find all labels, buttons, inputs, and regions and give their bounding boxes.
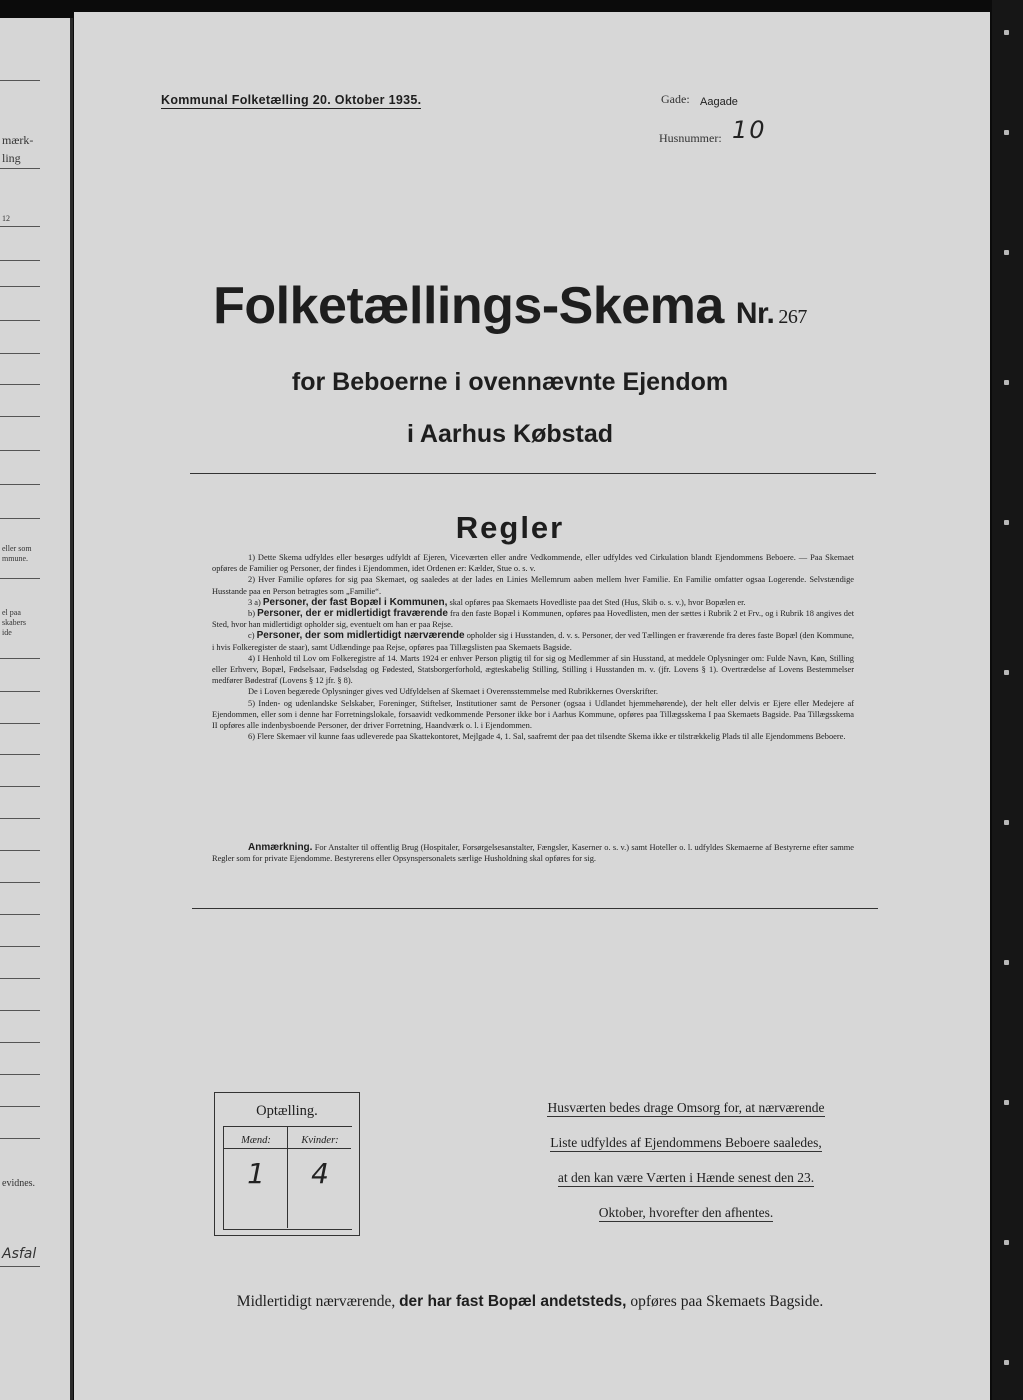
rule-4-addendum: De i Loven begærede Oplysninger gives ved Udfyldelsen af Skemaet i Overensstemmelse med Rubrikkernes Overskrifter. (248, 687, 659, 697)
rule-6: 6) Flere Skemaer vil kunne faas udleverede paa Skattekontoret, Mejlgade 4, 1. Sal, saafremt der paa det tilsendte Skema ikke er tilstrækkelig Plads til alle Ejendommens Beboere. (248, 732, 846, 742)
form-number-value: 267 (778, 306, 807, 328)
rules-heading: Regler (455, 510, 565, 545)
title-divider (190, 473, 876, 474)
landlord-note-line-3: at den kan være Værten i Hænde senest den 23. (557, 1170, 815, 1185)
rule-5: 5) Inden- og udenlandske Selskaber, Foreninger, Stiftelser, Institutioner samt de Personer (ogsaa i Udlandet hjemmehørende), der helt eller delvis er Ejere eller Medejere af Ejendommen, eller som i denne har Forretningslokale, forsaavidt vedkommende Personer ikke bor i Aarhus Kommune, opføres paa Tillægsskema I paa Skemaets Bagside. Paa Tillægsskema II opføres alle indenbysboende Personer, der driver Forretning, Haandværk o. l. i Ejendommen. (212, 698, 854, 731)
left-page-rule (0, 914, 40, 915)
left-page-fragment: 12 (2, 214, 10, 223)
women-count: 4 (311, 1157, 329, 1190)
left-page-rule (0, 818, 40, 819)
rule-3a (212, 597, 854, 608)
census-date-line: Kommunal Folketælling 20. Oktober 1935. (161, 93, 422, 107)
form-title (130, 276, 890, 336)
stitch-mark (1004, 30, 1009, 35)
left-page-rule (0, 320, 40, 321)
women-label: Kvinder: (301, 1135, 339, 1146)
left-page-fragment: evidnes. (2, 1178, 36, 1189)
men-count: 1 (247, 1157, 265, 1190)
remark-heading: Anmærkning. (248, 842, 313, 853)
rule-3c (212, 630, 854, 652)
count-column-divider (287, 1126, 288, 1228)
street-value: Aagade (700, 96, 738, 108)
men-label: Mænd: (241, 1135, 271, 1146)
rule-3c-text: opholder sig i Husstanden, d. v. s. Personer, der ved Tællingen er fraværende fra deres faste Bopæl (den Kommune, i hvis Folkeregister de staar), samt Udlændinge paa Rejse, opføres paa Tillægslisten paa Skemaets Bagside. (212, 631, 855, 652)
footer-post: opføres paa Skemaets Bagside. (630, 1293, 824, 1310)
left-page-fragment: mærk- (2, 133, 34, 147)
rules-text (212, 552, 854, 742)
stitch-mark (1004, 820, 1009, 825)
stitch-mark (1004, 1240, 1009, 1245)
form-municipality: i Aarhus Købstad (406, 420, 614, 448)
stitch-mark (1004, 1360, 1009, 1365)
left-page-rule (0, 1266, 40, 1267)
rule-2: 2) Hver Familie opføres for sig paa Skemaet, og saaledes at der lades en Linies Mellemrum aaben mellem hver Familie. En Familie omfatter ogsaa Logerende. Selvstændige Husstande paa en Person betragtes som „Familie“. (212, 575, 854, 596)
rule-1: 1) Dette Skema udfyldes eller besørges udfyldt af Ejeren, Viceværten eller andre Vedkommende, eller udfyldes ved Cirkulation blandt Ejendommens Beboere. — Paa Skemaet opføres de Familier og Personer, der findes i Ejendommen, idet Ordenen er: Kælder, Stue o. s. v. (212, 553, 854, 574)
left-page-rule (0, 80, 40, 81)
rules-divider (192, 908, 878, 909)
left-page-rule (0, 286, 40, 287)
left-page-rule (0, 226, 40, 227)
rule-3c-heading: Personer, der som midlertidigt nærværende (256, 630, 465, 642)
stitch-mark (1004, 520, 1009, 525)
form-title-main: Folketællings-Skema (213, 277, 724, 335)
stitch-mark (1004, 1100, 1009, 1105)
left-page-rule (0, 578, 40, 579)
rule-3a-number: 3 a) (248, 597, 261, 607)
form-number-label: Nr. (735, 297, 775, 330)
left-page-rule (0, 1074, 40, 1075)
count-caption: Optælling. (256, 1103, 318, 1119)
left-page-rule (0, 1138, 40, 1139)
footer-pre: Midlertidigt nærværende, (236, 1293, 396, 1310)
left-page-fragment: eller som (2, 544, 32, 553)
left-page-fragment: el paa (2, 608, 21, 617)
left-page-rule (0, 754, 40, 755)
left-page-rule (0, 518, 40, 519)
left-page-rule (0, 1106, 40, 1107)
left-page-rule (0, 882, 40, 883)
left-page-rule (0, 691, 40, 692)
house-number-label: Husnummer: (659, 131, 722, 145)
left-page-rule (0, 658, 40, 659)
rule-3b-text: fra den faste Bopæl i Kommunen, opføres paa Hovedlisten, men der sættes i Rubrik 2 et Frv., og i Rubrik 18 angives det Sted, hvor han midlertidigt opholder sig, eventuelt om han er paa Rejse. (212, 609, 855, 630)
house-number-value: 10 (732, 116, 767, 144)
left-page-rule (0, 416, 40, 417)
rule-3b-heading: Personer, der er midlertidigt fraværende (257, 608, 448, 620)
rule-3c-number: c) (248, 631, 255, 641)
left-page-rule (0, 850, 40, 851)
left-page-rule (0, 260, 40, 261)
left-page-rule (0, 786, 40, 787)
left-page-fragment: skabers (2, 618, 26, 627)
left-page-signature: Asfal (2, 1246, 37, 1262)
left-page-rule (0, 723, 40, 724)
stitch-mark (1004, 670, 1009, 675)
count-header-rule (223, 1148, 351, 1149)
stitch-mark (1004, 960, 1009, 965)
rule-4: 4) I Henhold til Lov om Folkeregistre af 14. Marts 1924 er enhver Person pligtig til for sig og Medlemmer af sin Husstand, at meddele Oplysninger om: Fulde Navn, Køn, Stilling eller Erhverv, Bopæl, Fødselsaar, Fødselsdag og Fødested, Statsborgerforhold, ægteskabelig Stilling, Stilling i Husstanden m. v. (jfr. Lovens § 1). Overtrædelse af Lovens Bestemmelser medfører Bødestraf (Lovens § 12 jfr. § 8). (212, 653, 854, 686)
stitch-mark (1004, 250, 1009, 255)
landlord-note-line-1: Husværten bedes drage Omsorg for, at nærværende (547, 1100, 825, 1115)
left-page-rule (0, 168, 40, 169)
rule-3b-number: b) (248, 609, 255, 619)
left-page-fragment: ide (2, 628, 12, 637)
left-page-rule (0, 1010, 40, 1011)
footer-bold: der har fast Bopæl andetsteds, (399, 1293, 627, 1310)
stitch-mark (1004, 130, 1009, 135)
left-page-rule (0, 384, 40, 385)
left-page-rule (0, 978, 40, 979)
left-page-fragment: mmune. (2, 554, 28, 563)
remark-text: For Anstalter til offentlig Brug (Hospitaler, Forsørgelsesanstalter, Fængsler, Kaserner o. s. v.) samt Hoteller o. l. udfyldes Skemaerne af Bestyrerne efter samme Regler som for private Ejendomme. Bestyrerens eller Opsynspersonalets særlige Husholdning skal opføres for sig. (212, 843, 854, 864)
left-page-rule (0, 353, 40, 354)
landlord-note-line-4: Oktober, hvorefter den afhentes. (598, 1205, 774, 1220)
rule-3a-text: skal opføres paa Skemaets Hovedliste paa det Sted (Hus, Skib o. s. v.), hvor Bopælen er. (449, 597, 746, 607)
street-label: Gade: (661, 92, 690, 106)
rule-3b (212, 608, 854, 630)
form-subtitle: for Beboerne i ovennævnte Ejendom (291, 368, 729, 396)
stitch-mark (1004, 380, 1009, 385)
count-box (214, 1092, 360, 1236)
left-page-rule (0, 450, 40, 451)
left-page-rule (0, 946, 40, 947)
book-binding (992, 0, 1023, 1400)
rule-3a-heading: Personer, der fast Bopæl i Kommunen, (262, 596, 448, 608)
left-page-rule (0, 484, 40, 485)
footer-note (150, 1293, 910, 1311)
left-facing-page (0, 18, 73, 1400)
landlord-note-line-2: Liste udfyldes af Ejendommens Beboere saaledes, (550, 1135, 822, 1150)
left-page-fragment: ling (2, 151, 21, 165)
left-page-rule (0, 1042, 40, 1043)
remark-paragraph (212, 842, 854, 864)
